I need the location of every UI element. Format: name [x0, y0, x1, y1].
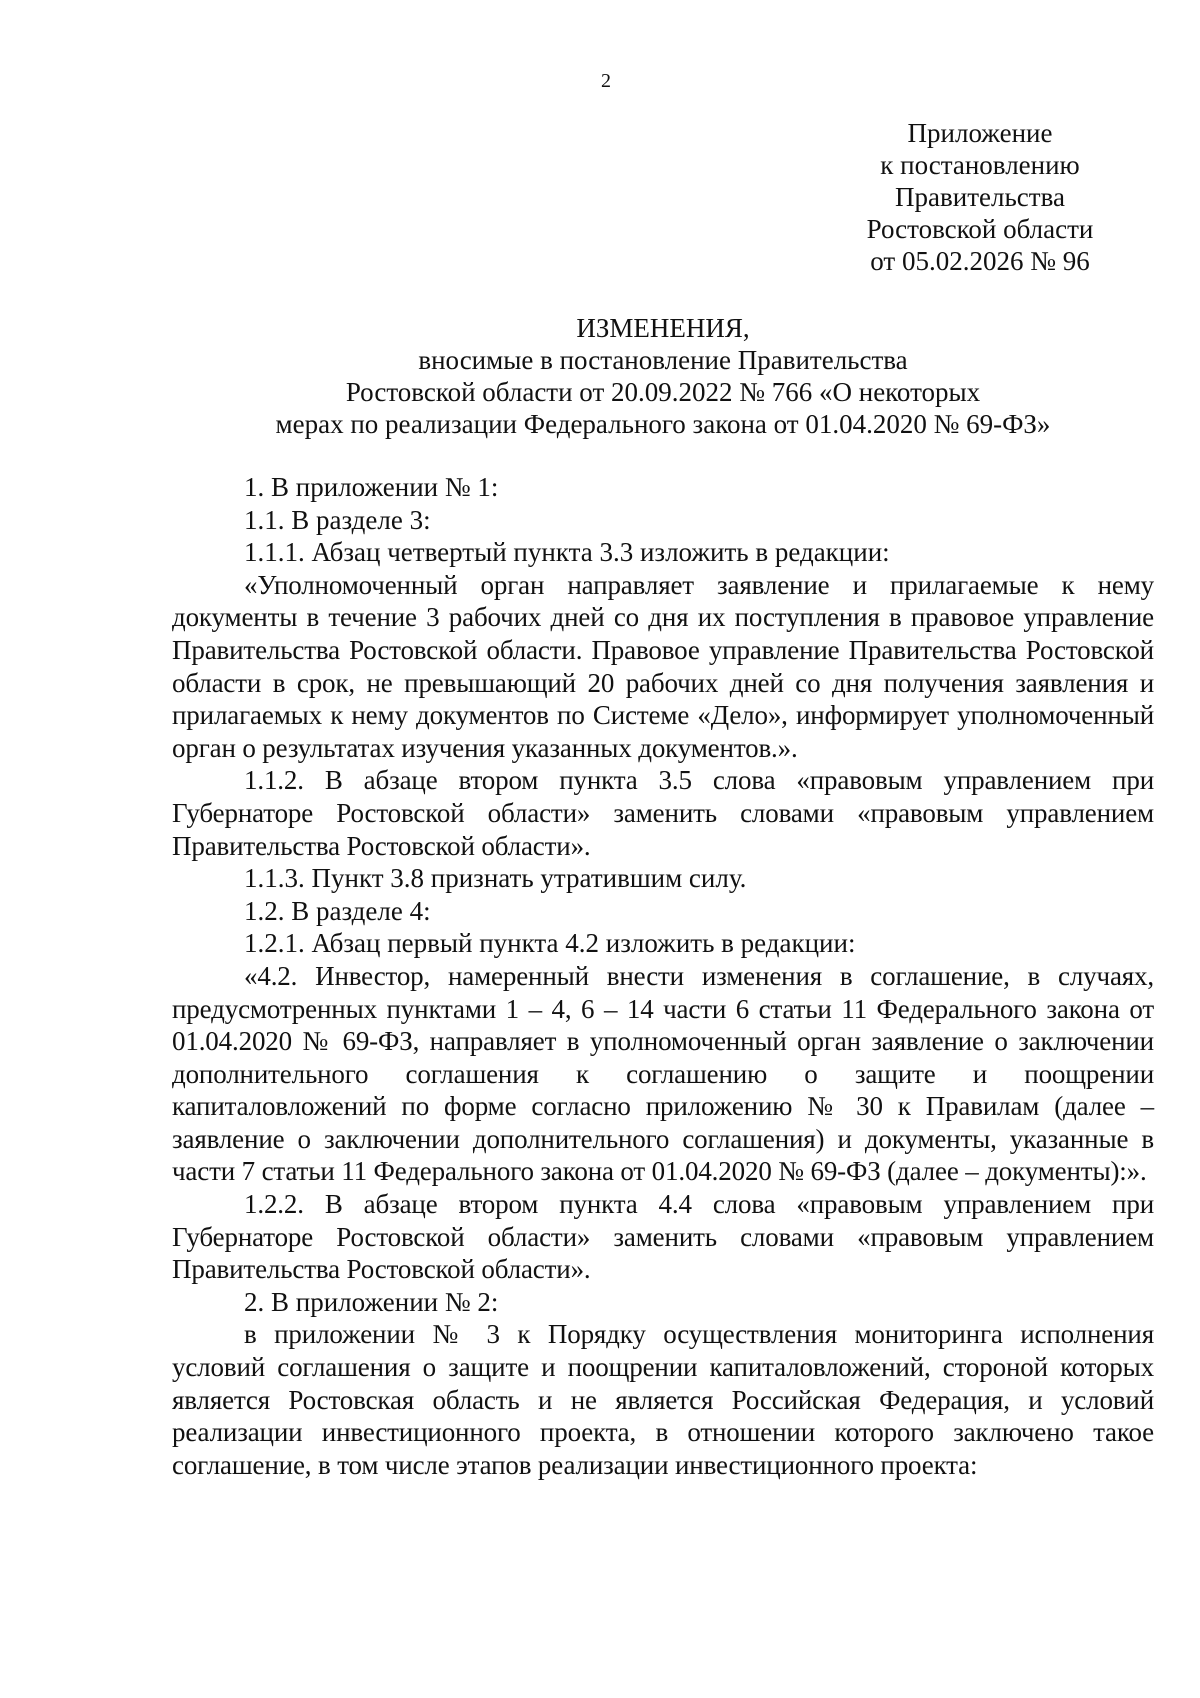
appendix-line: Приложение — [907, 118, 1053, 148]
paragraph: 1.2. В разделе 4: — [244, 895, 431, 926]
document-body — [172, 471, 1154, 1481]
appendix-line: от 05.02.2026 № 96 — [870, 246, 1090, 276]
document-title — [172, 312, 1154, 440]
paragraph: 1.1.3. Пункт 3.8 признать утратившим силу. — [244, 863, 747, 894]
title-heading: ИЗМЕНЕНИЯ, — [576, 313, 750, 343]
title-line: Ростовской области от 20.09.2022 № 766 «О некоторых — [345, 377, 981, 407]
appendix-line: Ростовской области — [866, 214, 1094, 244]
appendix-line: Правительства — [895, 182, 1065, 212]
paragraph: в приложении № 3 к Порядку осуществления мониторинга исполнения условий соглашения о защите и поощрении капиталовложений, стороной которых является Ростовская область и не является Российская Федерация, и условий реализации инвестиционного проекта, в отношении которого заключено такое соглашение, в том числе этапов реализации инвестиционного проекта: — [172, 1319, 1154, 1480]
paragraph: 1.1.2. В абзаце втором пункта 3.5 слова «правовым управлением при Губернаторе Ростовской области» заменить словами «правовым управлением Правительства Ростовской области». — [172, 765, 1154, 861]
paragraph: 1. В приложении № 1: — [244, 472, 499, 502]
page-number: 2 — [601, 70, 611, 92]
paragraph: 1.1. В разделе 3: — [244, 504, 431, 535]
paragraph: 1.2.1. Абзац первый пункта 4.2 изложить в редакции: — [244, 928, 856, 959]
paragraph: 1.1.1. Абзац четвертый пункта 3.3 изложить в редакции: — [244, 537, 890, 568]
paragraph: 2. В приложении № 2: — [244, 1286, 499, 1317]
paragraph: 1.2.2. В абзаце втором пункта 4.4 слова «правовым управлением при Губернаторе Ростовской области» заменить словами «правовым управлением Правительства Ростовской области». — [172, 1189, 1154, 1285]
appendix-line: к постановлению — [880, 150, 1080, 180]
paragraph: «4.2. Инвестор, намеренный внести изменения в соглашение, в случаях, предусмотренных пунктами 1 – 4, 6 – 14 части 6 статьи 11 Федерального закона от 01.04.2020 № 69-ФЗ, направляет в уполномоченный орган заявление о заключении дополнительного соглашения к соглашению о защите и поощрении капиталовложений по форме согласно приложению № 30 к Правилам (далее – заявление о заключении дополнительного соглашения) и документы, указанные в части 7 статьи 11 Федерального закона от 01.04.2020 № 69-ФЗ (далее – документы):». — [172, 960, 1154, 1187]
appendix-header — [830, 117, 1130, 277]
title-line: мерах по реализации Федерального закона от 01.04.2020 № 69-ФЗ» — [275, 409, 1051, 439]
paragraph: «Уполномоченный орган направляет заявление и прилагаемые к нему документы в течение 3 рабочих дней со дня их поступления в правовое управление Правительства Ростовской области. Правовое управление Правительства Ростовской области в срок, не превышающий 20 рабочих дней со дня получения заявления и прилагаемых к нему документов по Системе «Дело», информирует уполномоченный орган о результатах изучения указанных документов.». — [172, 569, 1154, 763]
title-line: вносимые в постановление Правительства — [418, 345, 908, 375]
